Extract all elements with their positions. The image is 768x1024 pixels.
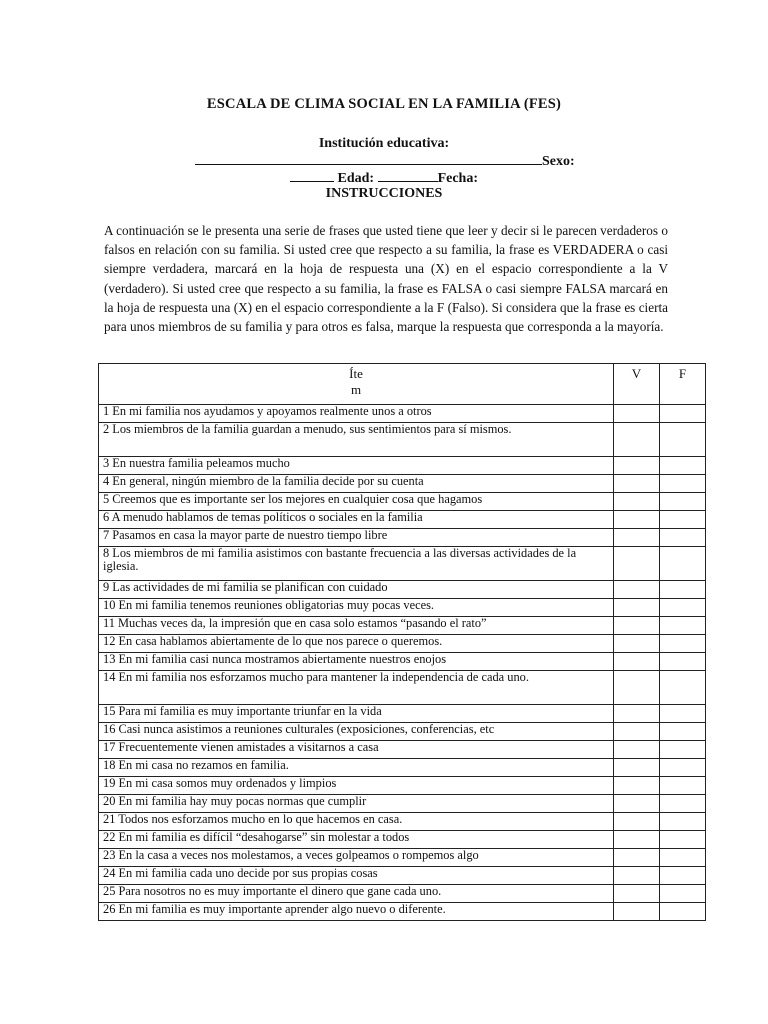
table-row [99,457,706,475]
table-row [99,653,706,671]
answer-f-cell[interactable] [660,511,706,529]
answer-f-cell[interactable] [660,759,706,777]
item-text: 3 En nuestra familia peleamos mucho [99,457,614,475]
answer-v-cell[interactable] [614,849,660,867]
table-row [99,599,706,617]
table-row [99,475,706,493]
item-text: 20 En mi familia hay muy pocas normas que cumplir [99,795,614,813]
fecha-label: Fecha: [437,171,478,186]
item-text: 12 En casa hablamos abiertamente de lo que nos parece o queremos. [99,635,614,653]
answer-v-cell[interactable] [614,475,660,493]
table-row [99,617,706,635]
header-item [99,364,614,405]
table-row [99,813,706,831]
institucion-blank [195,152,542,165]
table-row [99,831,706,849]
table-row [99,493,706,511]
answer-v-cell[interactable] [614,813,660,831]
answer-v-cell[interactable] [614,705,660,723]
item-text: 8 Los miembros de mi familia asistimos con bastante frecuencia a las diversas actividades de la iglesia. [99,547,614,581]
answer-v-cell[interactable] [614,741,660,759]
item-text: 18 En mi casa no rezamos en familia. [99,759,614,777]
answer-v-cell[interactable] [614,617,660,635]
table-row [99,759,706,777]
answer-v-cell[interactable] [614,635,660,653]
table-row [99,705,706,723]
answer-v-cell[interactable] [614,867,660,885]
answer-f-cell[interactable] [660,653,706,671]
instructions-paragraph: A continuación se le presenta una serie de frases que usted tiene que leer y decir si le parecen verdaderos o falsos en relación con su familia. Si usted cree que respecto a su familia, la frase es VERDADERA o casi siempre verdadera, marcará en la hoja de respuesta una (X) en el espacio correspondiente a la V (verdadero). Si usted cree que respecto a su familia, la frase es FALSA o casi siempre FALSA marcará en la hoja de respuesta una (X) en el espacio correspondiente a la F (Falso). Si considera que la frase es cierta para unos miembros de su familia y para otros es falsa, marque la respuesta que corresponda a la mayoría. [104,223,668,335]
item-text: 25 Para nosotros no es muy importante el dinero que gane cada uno. [99,885,614,903]
item-text: 9 Las actividades de mi familia se planifican con cuidado [99,581,614,599]
table-row [99,849,706,867]
answer-f-cell[interactable] [660,903,706,921]
answer-f-cell[interactable] [660,777,706,795]
item-text: 6 A menudo hablamos de temas políticos o sociales en la familia [99,511,614,529]
answer-f-cell[interactable] [660,723,706,741]
item-text: 13 En mi familia casi nunca mostramos abiertamente nuestros enojos [99,653,614,671]
answer-v-cell[interactable] [614,423,660,457]
answer-f-cell[interactable] [660,849,706,867]
item-text: 17 Frecuentemente vienen amistades a visitarnos a casa [99,741,614,759]
table-row [99,777,706,795]
answer-v-cell[interactable] [614,511,660,529]
edad-blank [378,169,438,182]
table-row [99,423,706,457]
answer-f-cell[interactable] [660,405,706,423]
answer-f-cell[interactable] [660,813,706,831]
answer-f-cell[interactable] [660,475,706,493]
answer-f-cell[interactable] [660,831,706,849]
item-text: 7 Pasamos en casa la mayor parte de nuestro tiempo libre [99,529,614,547]
answer-v-cell[interactable] [614,777,660,795]
header-item-line2: m [350,382,362,397]
answer-f-cell[interactable] [660,741,706,759]
answer-v-cell[interactable] [614,599,660,617]
answer-f-cell[interactable] [660,671,706,705]
item-text: 19 En mi casa somos muy ordenados y limpios [99,777,614,795]
table-row [99,867,706,885]
header-v: V [614,364,660,405]
answer-v-cell[interactable] [614,529,660,547]
sexo-label: Sexo: [542,154,575,169]
item-text: 15 Para mi familia es muy importante triunfar en la vida [99,705,614,723]
table-row [99,529,706,547]
answer-v-cell[interactable] [614,653,660,671]
sexo-line [195,152,575,170]
answer-f-cell[interactable] [660,705,706,723]
table-row [99,405,706,423]
answer-f-cell[interactable] [660,581,706,599]
item-text: 11 Muchas veces da, la impresión que en casa solo estamos “pasando el rato” [99,617,614,635]
answer-v-cell[interactable] [614,723,660,741]
item-text: 1 En mi familia nos ayudamos y apoyamos realmente unos a otros [99,405,614,423]
edad-prefix-blank [290,169,334,182]
table-row [99,741,706,759]
item-text: 26 En mi familia es muy importante aprender algo nuevo o diferente. [99,903,614,921]
answer-v-cell[interactable] [614,457,660,475]
table-row [99,671,706,705]
answer-f-cell[interactable] [660,599,706,617]
answer-v-cell[interactable] [614,831,660,849]
table-row [99,547,706,581]
table-row [99,723,706,741]
item-text: 2 Los miembros de la familia guardan a menudo, sus sentimientos para sí mismos. [99,423,614,457]
item-text: 14 En mi familia nos esforzamos mucho para mantener la independencia de cada uno. [99,671,614,705]
answer-v-cell[interactable] [614,671,660,705]
answer-v-cell[interactable] [614,493,660,511]
edad-label: Edad: [337,171,375,186]
items-table [98,363,706,921]
table-row [99,581,706,599]
answer-f-cell[interactable] [660,617,706,635]
table-row [99,511,706,529]
answer-v-cell[interactable] [614,547,660,581]
table-row [99,885,706,903]
item-text: 23 En la casa a veces nos molestamos, a veces golpeamos o rompemos algo [99,849,614,867]
answer-f-cell[interactable] [660,885,706,903]
answer-f-cell[interactable] [660,457,706,475]
answer-v-cell[interactable] [614,405,660,423]
item-text: 4 En general, ningún miembro de la familia decide por su cuenta [99,475,614,493]
edad-fecha-line [0,169,768,187]
answer-f-cell[interactable] [660,635,706,653]
item-text: 21 Todos nos esforzamos mucho en lo que hacemos en casa. [99,813,614,831]
table-row [99,635,706,653]
answer-f-cell[interactable] [660,529,706,547]
answer-f-cell[interactable] [660,867,706,885]
table-row [99,903,706,921]
item-text: 5 Creemos que es importante ser los mejores en cualquier cosa que hagamos [99,493,614,511]
instrucciones-heading: INSTRUCCIONES [325,186,443,201]
answer-f-cell[interactable] [660,423,706,457]
table-row [99,795,706,813]
item-text: 24 En mi familia cada uno decide por sus propias cosas [99,867,614,885]
answer-v-cell[interactable] [614,795,660,813]
answer-v-cell[interactable] [614,903,660,921]
institucion-label: Institución educativa: [318,136,450,151]
header-item-line1: Íte [349,366,363,381]
item-text: 22 En mi familia es difícil “desahogarse” sin molestar a todos [99,831,614,849]
answer-f-cell[interactable] [660,493,706,511]
answer-f-cell[interactable] [660,547,706,581]
document-title: ESCALA DE CLIMA SOCIAL EN LA FAMILIA (FES) [206,96,562,112]
item-text: 16 Casi nunca asistimos a reuniones culturales (exposiciones, conferencias, etc [99,723,614,741]
table-header-row [99,364,706,405]
answer-v-cell[interactable] [614,759,660,777]
answer-f-cell[interactable] [660,795,706,813]
answer-v-cell[interactable] [614,885,660,903]
answer-v-cell[interactable] [614,581,660,599]
item-text: 10 En mi familia tenemos reuniones obligatorias muy pocas veces. [99,599,614,617]
header-f: F [660,364,706,405]
